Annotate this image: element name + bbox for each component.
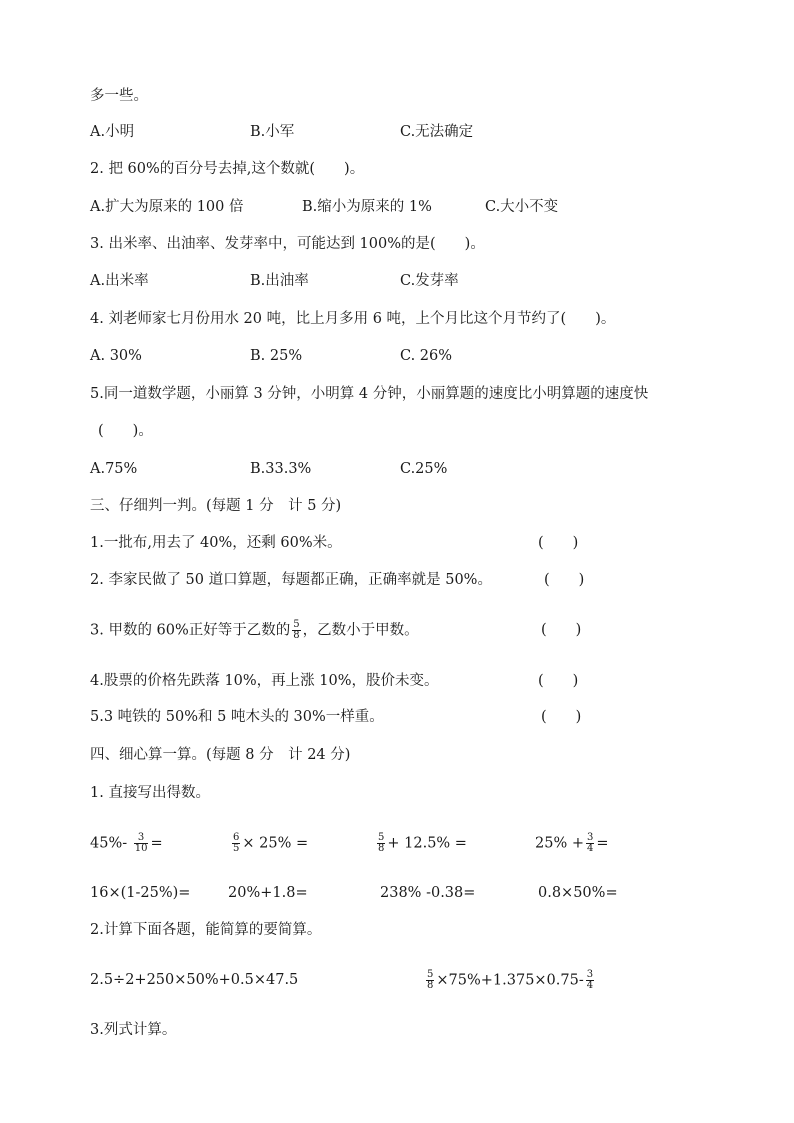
q1-option-c: C.无法确定 <box>400 124 474 140</box>
judge-item-1: 1.一批布,用去了 40%，还剩 60%米。 <box>90 535 342 551</box>
judge-answer-5[interactable]: ( ) <box>541 709 582 725</box>
judge-item-5: 5.3 吨铁的 50%和 5 吨木头的 30%一样重。 <box>90 709 384 725</box>
section-4-title: 四、细心算一算。(每题 8 分 计 24 分) <box>90 747 351 763</box>
question-3: 3. 出米率、出油率、发芽率中，可能达到 100%的是( )。 <box>90 236 485 252</box>
question-5: 5.同一道数学题，小丽算 3 分钟，小明算 4 分钟，小丽算题的速度比小明算题的速度快 <box>90 386 649 402</box>
judge-item-2: 2. 李家民做了 50 道口算题，每题都正确，正确率就是 50%。 <box>90 572 492 588</box>
section-3-title: 三、仔细判一判。(每题 1 分 计 5 分) <box>90 498 342 514</box>
judge-answer-2[interactable]: ( ) <box>544 572 585 588</box>
oral-calc-8: 0.8×50%= <box>538 885 618 901</box>
fraction: $\frac{6}{5}$ <box>233 832 240 854</box>
calc-problem-2: $\frac{5}{8}$ ×75%+1.375×0.75- $\frac{3}{4}$ <box>427 969 594 991</box>
q3-option-b: B.出油率 <box>250 273 309 289</box>
oral-calc-3: $\frac{5}{8}$ + 12.5% = <box>378 832 467 854</box>
q4-option-b: B. 25% <box>250 348 303 364</box>
fraction: $\frac{3}{4}$ <box>587 832 594 854</box>
calc-problem-1: 2.5÷2+250×50%+0.5×47.5 <box>90 972 299 988</box>
fraction: $\frac{5}{8}$ <box>293 619 300 641</box>
continuation-text: 多一些。 <box>90 88 148 104</box>
q4-option-c: C. 26% <box>400 348 453 364</box>
question-4: 4. 刘老师家七月份用水 20 吨，比上月多用 6 吨，上个月比这个月节约了( )。 <box>90 311 616 327</box>
q2-option-a: A.扩大为原来的 100 倍 <box>90 199 244 215</box>
oral-calc-6: 20%+1.8= <box>228 885 308 901</box>
question-5-paren: ( )。 <box>98 423 153 439</box>
judge-answer-4[interactable]: ( ) <box>538 673 579 689</box>
q5-option-a: A.75% <box>90 461 138 477</box>
fraction: $\frac{5}{8}$ <box>378 832 385 854</box>
fraction: $\frac{5}{8}$ <box>427 969 434 991</box>
section-4-sub-1: 1. 直接写出得数。 <box>90 785 210 801</box>
judge-answer-3[interactable]: ( ) <box>541 622 582 638</box>
section-4-sub-3: 3.列式计算。 <box>90 1022 177 1038</box>
oral-calc-1: 45%- $\frac{3}{10}$ = <box>90 832 163 854</box>
q2-option-b: B.缩小为原来的 1% <box>302 199 432 215</box>
oral-calc-2: $\frac{6}{5}$ × 25% = <box>233 832 309 854</box>
judge-answer-1[interactable]: ( ) <box>538 535 579 551</box>
oral-calc-4: 25% + $\frac{3}{4}$ = <box>535 832 609 854</box>
q1-option-a: A.小明 <box>90 124 135 140</box>
q2-option-c: C.大小不变 <box>485 199 559 215</box>
section-4-sub-2: 2.计算下面各题，能简算的要简算。 <box>90 922 322 938</box>
q4-option-a: A. 30% <box>90 348 142 364</box>
fraction: $\frac{3}{10}$ <box>134 832 148 854</box>
question-2: 2. 把 60%的百分号去掉,这个数就( )。 <box>90 161 365 177</box>
judge-item-3-text-a: 3. 甲数的 60%正好等于乙数的 <box>90 622 291 639</box>
judge-item-3 <box>90 620 419 641</box>
judge-item-4: 4.股票的价格先跌落 10%，再上涨 10%，股价未变。 <box>90 673 439 689</box>
q3-option-c: C.发芽率 <box>400 273 459 289</box>
q5-option-b: B.33.3% <box>250 461 312 477</box>
q3-option-a: A.出米率 <box>90 273 149 289</box>
q1-option-b: B.小军 <box>250 124 295 140</box>
judge-item-3-text-b: ，乙数小于甲数。 <box>302 622 419 639</box>
fraction: $\frac{3}{4}$ <box>586 969 594 991</box>
oral-calc-5: 16×(1-25%)= <box>90 885 191 901</box>
oral-calc-7: 238% -0.38= <box>380 885 476 901</box>
q5-option-c: C.25% <box>400 461 448 477</box>
